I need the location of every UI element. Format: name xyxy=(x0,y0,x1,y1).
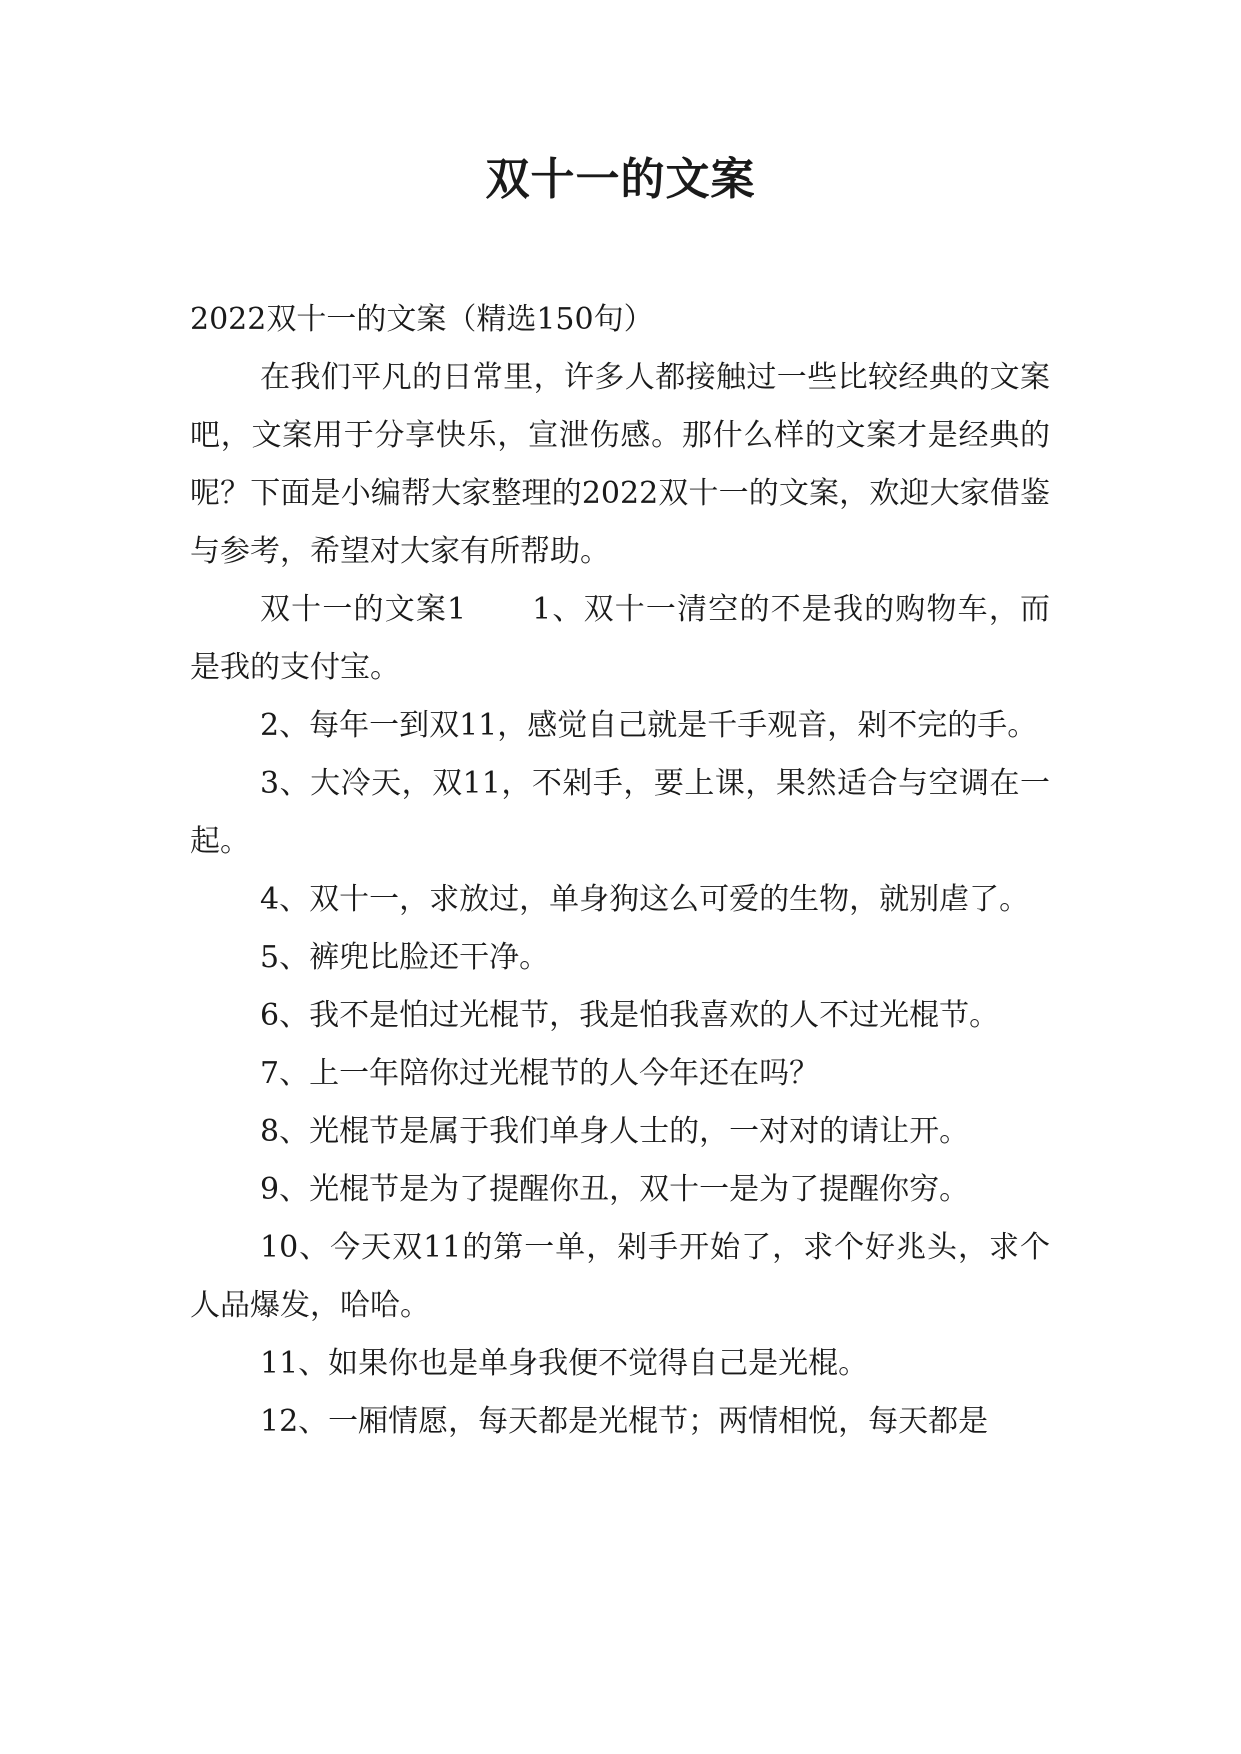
list-item: 4、双十一，求放过，单身狗这么可爱的生物，就别虐了。 xyxy=(260,882,1030,917)
list-item: 3、大冷天，双11，不剁手，要上课，果然适合与空调在一起。 xyxy=(190,766,1050,859)
document-subtitle: 2022双十一的文案（精选150句） xyxy=(190,302,654,337)
list-item: 9、光棍节是为了提醒你丑，双十一是为了提醒你穷。 xyxy=(260,1172,970,1207)
list-item: 11、如果你也是单身我便不觉得自己是光棍。 xyxy=(260,1346,869,1381)
intro-paragraph: 在我们平凡的日常里，许多人都接触过一些比较经典的文案吧，文案用于分享快乐，宣泄伤感。那什么样的文案才是经典的呢？下面是小编帮大家整理的2022双十一的文案，欢迎大家借鉴与参考，希望对大家有所帮助。 xyxy=(190,360,1050,569)
list-item: 6、我不是怕过光棍节，我是怕我喜欢的人不过光棍节。 xyxy=(260,998,1000,1033)
section-heading: 双十一的文案1 xyxy=(260,592,467,627)
document-body xyxy=(190,291,1050,1451)
list-item: 5、裤兜比脸还干净。 xyxy=(260,940,550,975)
section-first-paragraph xyxy=(190,581,1050,697)
list-item: 12、一厢情愿，每天都是光棍节；两情相悦，每天都是 xyxy=(260,1404,989,1439)
list-item: 1、双十一清空的不是我的购物车，而是我的支付宝。 xyxy=(190,592,1050,685)
list-item: 2、每年一到双11，感觉自己就是千手观音，剁不完的手。 xyxy=(260,708,1038,743)
list-item: 10、今天双11的第一单，剁手开始了，求个好兆头，求个人品爆发，哈哈。 xyxy=(190,1230,1050,1323)
document-title: 双十一的文案 xyxy=(485,154,756,205)
list-item: 7、上一年陪你过光棍节的人今年还在吗？ xyxy=(260,1056,820,1091)
list-item: 8、光棍节是属于我们单身人士的，一对对的请让开。 xyxy=(260,1114,970,1149)
